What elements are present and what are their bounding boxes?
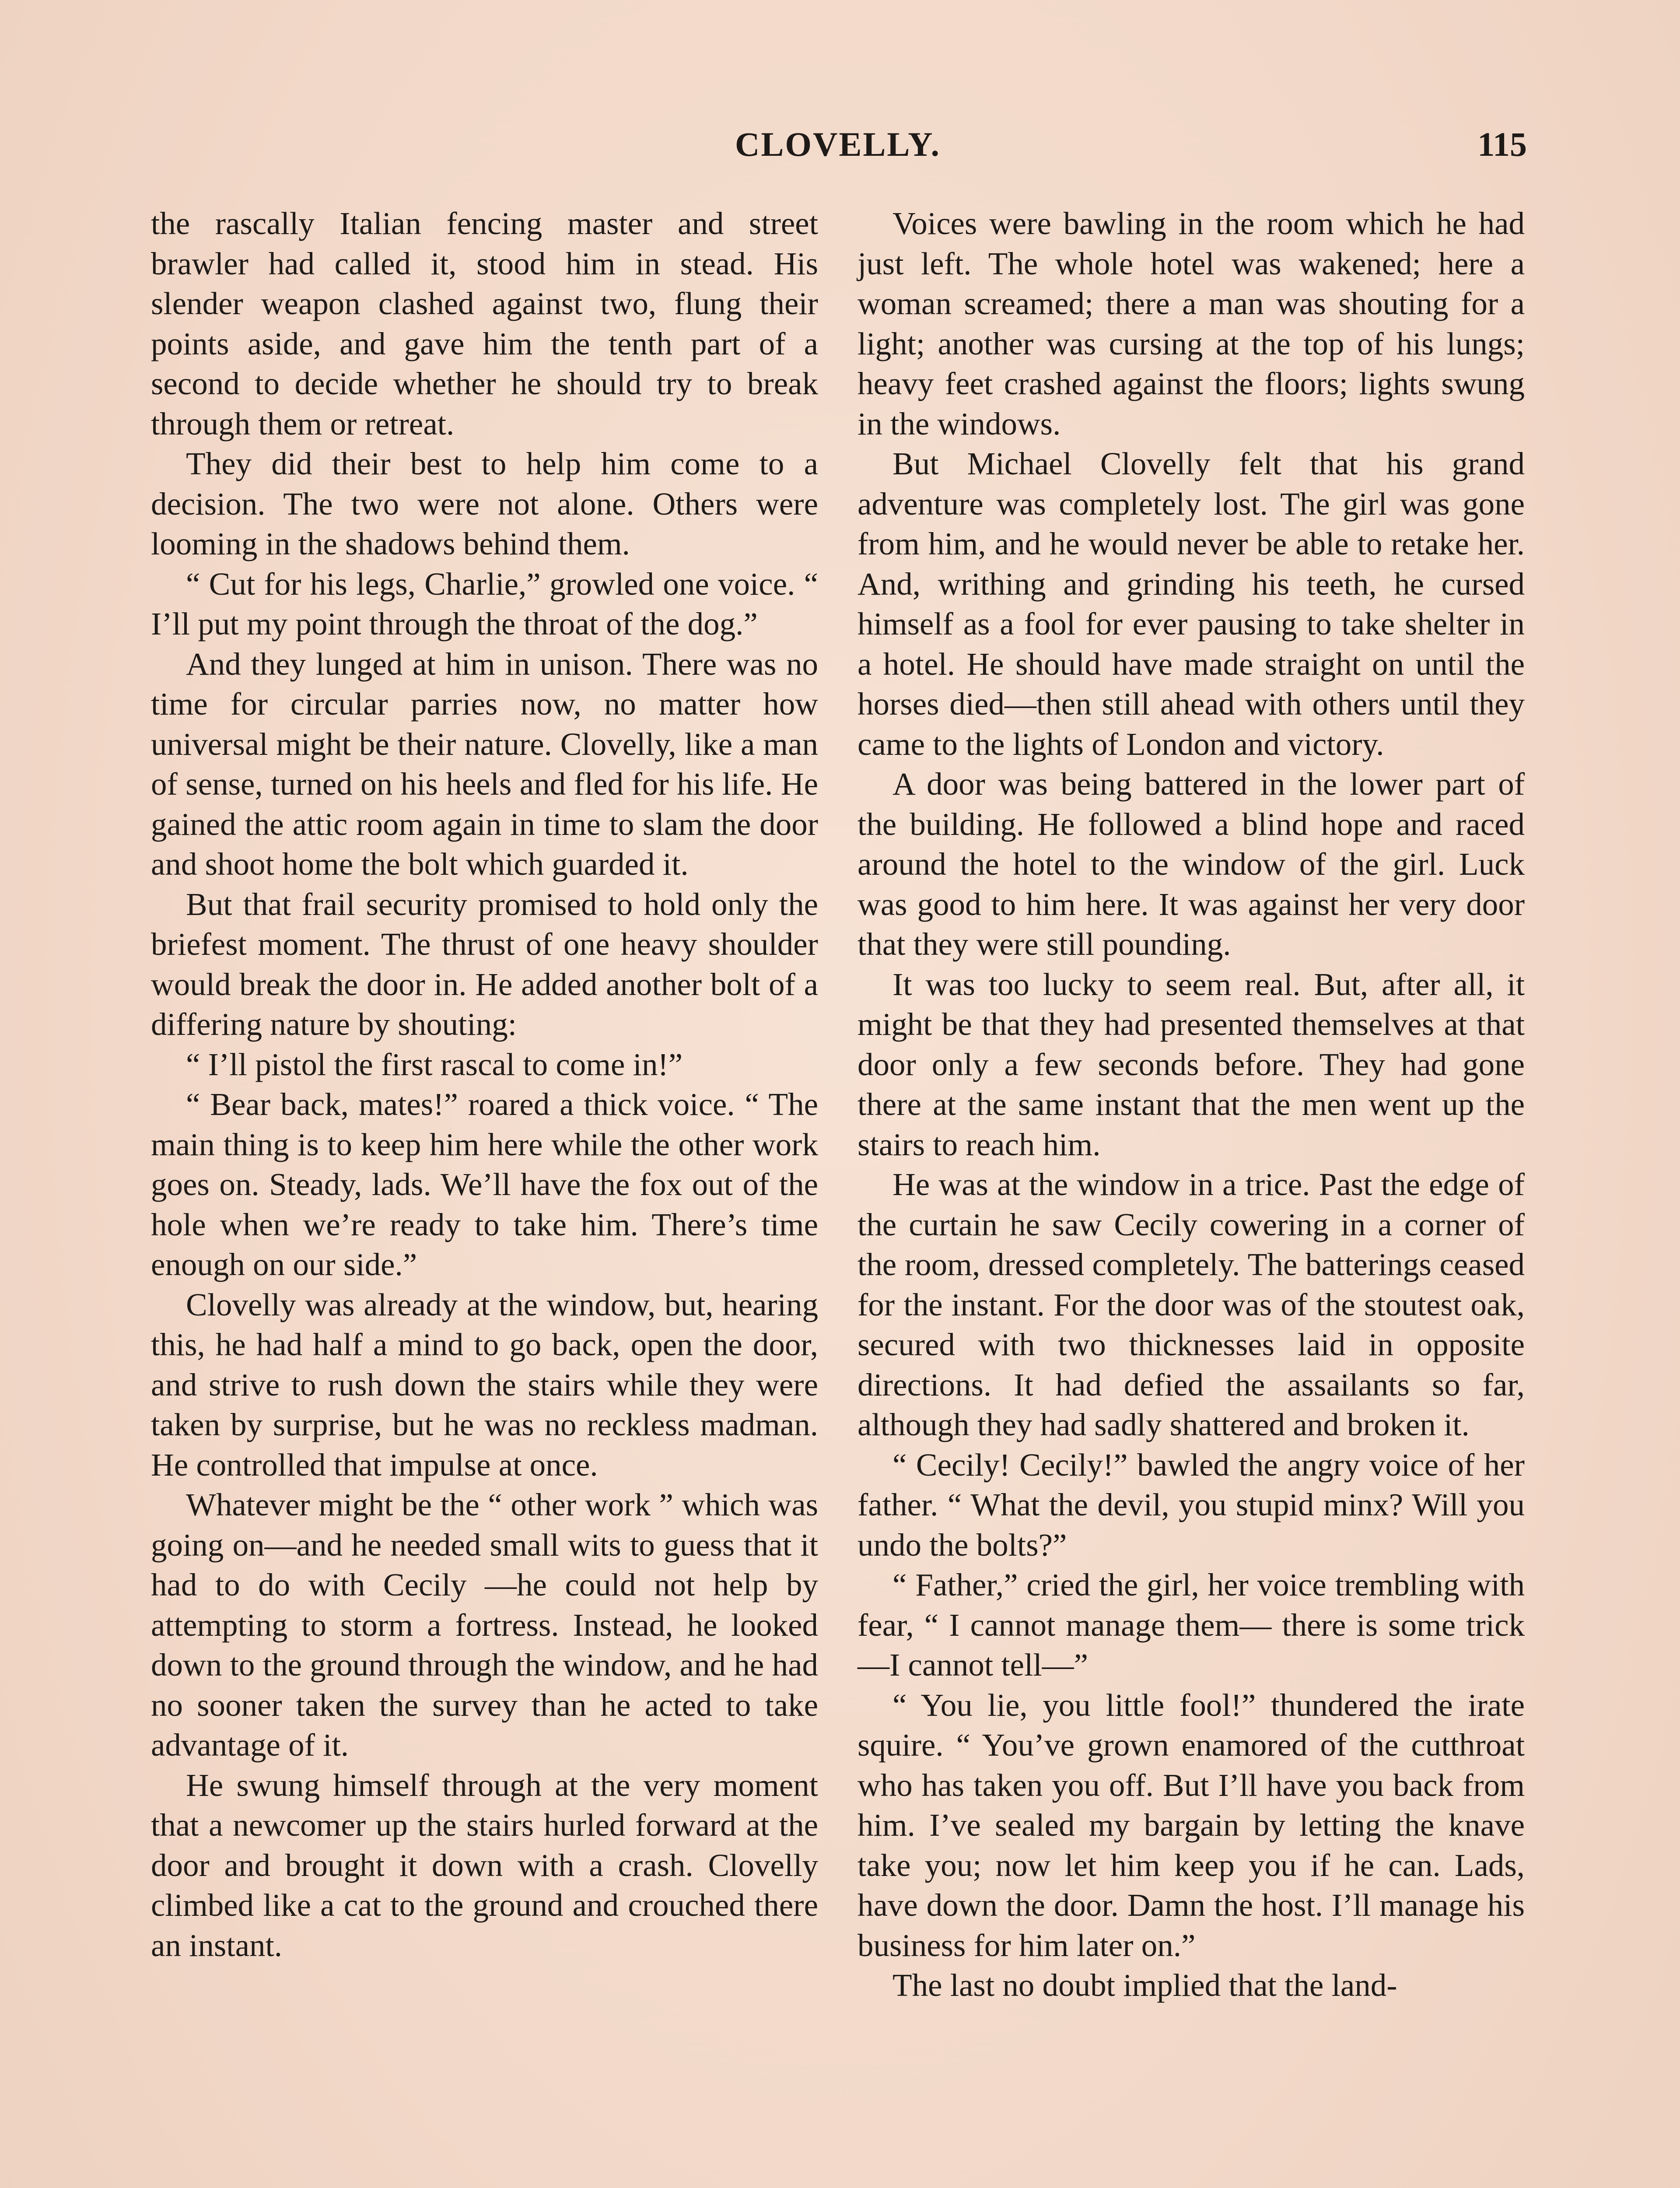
- paragraph: “ Cecily! Cecily!” bawled the angry voice of her father. “ What the devil, you stupid minx? Will you undo the bolts?”: [858, 1447, 1525, 1563]
- right-column: [858, 203, 1525, 2006]
- paragraph: It was too lucky to seem real. But, after all, it might be that they had presented themselves at that door only a few seconds before. They had gone there at the same instant that the men went up the stairs to reach him.: [858, 966, 1525, 1162]
- paragraph: Whatever might be the “ other work ” which was going on—and he needed small wits to guess that it had to do with Cecily —he could not help by attempting to storm a fortress. Instead, he looked down to the ground through the window, and he had no sooner taken the survey than he acted to take advantage of it.: [151, 1487, 818, 1763]
- paragraph: A door was being battered in the lower part of the building. He followed a blind hope and raced around the hotel to the window of the girl. Luck was good to him here. It was against her very door that they were still pounding.: [858, 766, 1525, 962]
- page-number: 115: [1477, 125, 1527, 163]
- paragraph: He was at the window in a trice. Past the edge of the curtain he saw Cecily cowering in a corner of the room, dressed completely. The batterings ceased for the instant. For the door was of the stoutest oak, secured with two thicknesses laid in opposite directions. It had defied the assailants so far, although they had sadly shattered and broken it.: [858, 1167, 1525, 1442]
- paragraph: “ Bear back, mates!” roared a thick voice. “ The main thing is to keep him here while the other work goes on. Steady, lads. We’ll have the fox out of the hole when we’re ready to take him. There’s time enough on our side.”: [151, 1087, 818, 1282]
- paragraph: They did their best to help him come to a decision. The two were not alone. Others were looming in the shadows behind them.: [151, 446, 818, 561]
- paragraph: “ Cut for his legs, Charlie,” growled one voice. “ I’ll put my point through the throat of the dog.”: [151, 566, 818, 642]
- paragraph: And they lunged at him in unison. There was no time for circular parries now, no matter how universal might be their nature. Clovelly, like a man of sense, turned on his heels and fled for his life. He gained the attic room again in time to slam the door and shoot home the bolt which guarded it.: [151, 646, 818, 882]
- paragraph: But Michael Clovelly felt that his grand adventure was completely lost. The girl was gone from him, and he would never be able to retake her. And, writhing and grinding his teeth, he cursed himself as a fool for ever pausing to take shelter in a hotel. He should have made straight on until the horses died—then still ahead with others until they came to the lights of London and victory.: [858, 446, 1525, 762]
- paragraph: But that frail security promised to hold only the briefest moment. The thrust of one heavy shoulder would break the door in. He added another bolt of a differing nature by shouting:: [151, 886, 818, 1042]
- paragraph: “ You lie, you little fool!” thundered the irate squire. “ You’ve grown enamored of the cutthroat who has taken you off. But I’ll have you back from him. I’ve sealed my bargain by letting the knave take you; now let him keep you if he can. Lads, have down the door. Damn the host. I’ll manage his business for him later on.”: [858, 1687, 1525, 1963]
- paragraph: Clovelly was already at the window, but, hearing this, he had half a mind to go back, open the door, and strive to rush down the stairs while they were taken by surprise, but he was no reckless madman. He controlled that impulse at once.: [151, 1287, 818, 1483]
- page-header: [149, 125, 1527, 182]
- paragraph: “ I’ll pistol the first rascal to come in!”: [186, 1046, 683, 1082]
- left-column: [151, 203, 818, 1965]
- paragraph: He swung himself through at the very moment that a newcomer up the stairs hurled forward at the door and brought it down with a crash. Clovelly climbed like a cat to the ground and crouched there an instant.: [151, 1767, 818, 1963]
- paragraph: The last no doubt implied that the land-: [892, 1967, 1397, 2003]
- paragraph: Voices were bawling in the room which he had just left. The whole hotel was wakened; here a woman screamed; there a man was shouting for a light; another was cursing at the top of his lungs; heavy feet crashed against the floors; lights swung in the windows.: [858, 206, 1525, 442]
- running-head: CLOVELLY.: [735, 125, 941, 163]
- paragraph: the rascally Italian fencing master and street brawler had called it, stood him in stead. His slender weapon clashed against two, flung their points aside, and gave him the tenth part of a second to decide whether he should try to break through them or retreat.: [151, 206, 818, 442]
- paragraph: “ Father,” cried the girl, her voice trembling with fear, “ I cannot manage them— there is some trick—I cannot tell—”: [858, 1567, 1525, 1683]
